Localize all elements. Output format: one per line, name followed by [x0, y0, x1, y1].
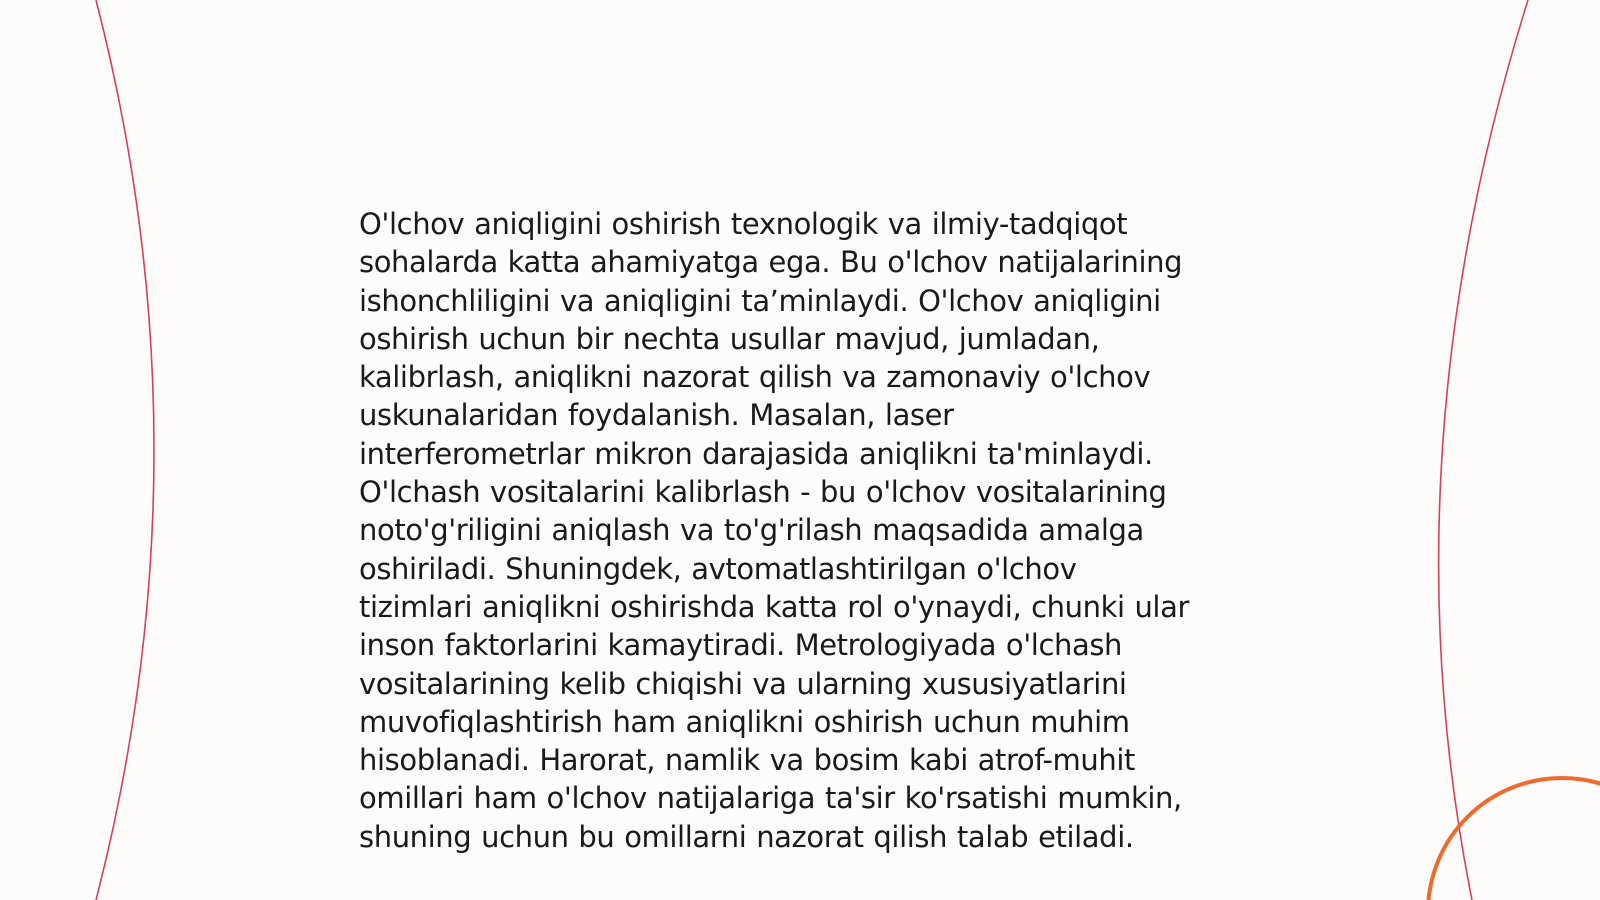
- paragraph-line: kalibrlash, aniqlikni nazorat qilish va zamonaviy o'lchov: [359, 360, 1151, 395]
- paragraph-line: hisoblanadi. Harorat, namlik va bosim kabi atrof-muhit: [359, 743, 1135, 778]
- body-paragraph: [359, 205, 1239, 856]
- paragraph-line: inson faktorlarini kamaytiradi. Metrologiyada o'lchash: [359, 628, 1123, 663]
- paragraph-line: tizimlari aniqlikni oshirishda katta rol o'ynaydi, chunki ular: [359, 589, 1189, 624]
- paragraph-line: oshiriladi. Shuningdek, avtomatlashtirilgan o'lchov: [359, 551, 1077, 586]
- paragraph-line: uskunalaridan foydalanish. Masalan, laser: [359, 398, 954, 433]
- paragraph-line: muvofiqlashtirish ham aniqlikni oshirish uchun muhim: [359, 704, 1130, 739]
- paragraph-line: shuning uchun bu omillarni nazorat qilish talab etiladi.: [359, 819, 1134, 854]
- paragraph-line: ishonchliligini va aniqligini ta’minlaydi. O'lchov aniqligini: [359, 283, 1161, 318]
- paragraph-line: interferometrlar mikron darajasida aniqlikni ta'minlaydi.: [359, 436, 1153, 471]
- paragraph-line: vositalarining kelib chiqishi va ularning xususiyatlarini: [359, 666, 1127, 701]
- paragraph-line: omillari ham o'lchov natijalariga ta'sir ko'rsatishi mumkin,: [359, 781, 1182, 816]
- orange-circle-outline: [1428, 778, 1600, 900]
- paragraph-line: noto'g'riligini aniqlash va to'g'rilash maqsadida amalga: [359, 513, 1144, 548]
- right-curve-line: [1439, 0, 1528, 900]
- paragraph-line: oshirish uchun bir nechta usullar mavjud, jumladan,: [359, 321, 1100, 356]
- paragraph-line: sohalarda katta ahamiyatga ega. Bu o'lchov natijalarining: [359, 245, 1183, 280]
- paragraph-line: O'lchov aniqligini oshirish texnologik va ilmiy-tadqiqot: [359, 207, 1128, 241]
- paragraph-line: O'lchash vositalarini kalibrlash - bu o'lchov vositalarining: [359, 475, 1167, 510]
- left-curve-line: [96, 0, 154, 900]
